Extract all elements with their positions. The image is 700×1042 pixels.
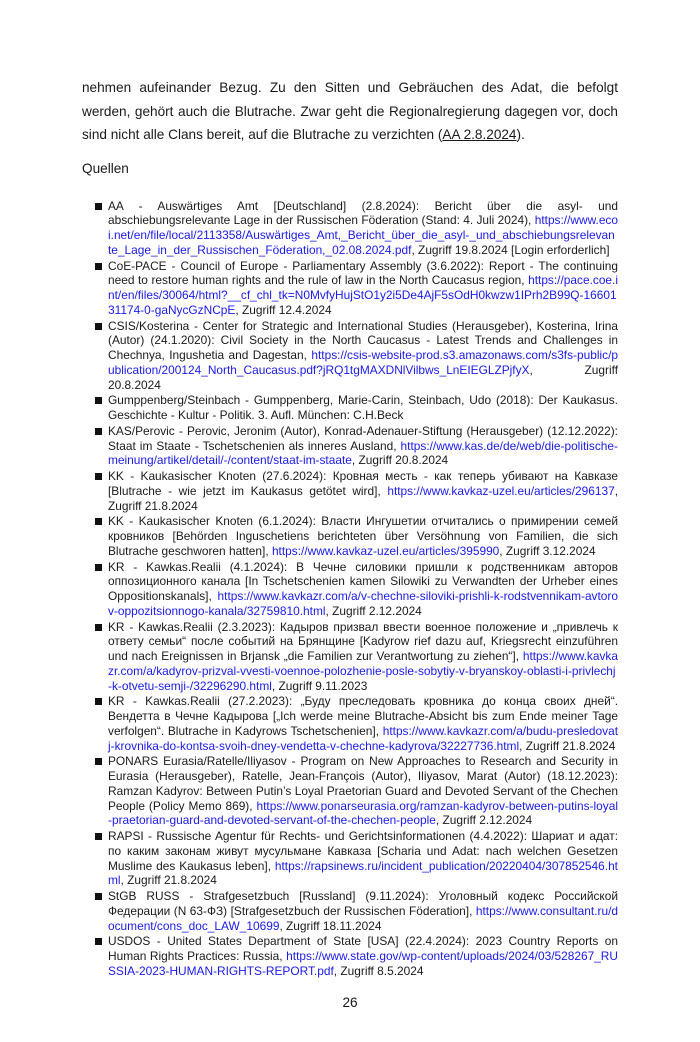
reference-item bbox=[94, 514, 618, 558]
reference-link[interactable]: https://www.kavkazr.com/a/kadyrov-prizval-vvesti-voennoe-polozhenie-posle-sobytiy-v-bryanskoy-oblasti-i-privlechj-k-otvetu-semji-/32296290.html bbox=[108, 649, 618, 693]
reference-link[interactable]: https://www.ponarseurasia.org/ramzan-kadyrov-between-putins-loyal-praetorian-guard-and-devoted-servant-of-the-chechen-people bbox=[108, 798, 618, 828]
reference-item bbox=[94, 259, 618, 318]
reference-text: KAS/Perovic - Perovic, Jeronim (Autor), Konrad-Adenauer-Stiftung (Herausgeber) (12.12.2022): Staat im Staate - Tschetschenien als inneres Ausland, bbox=[108, 423, 618, 453]
reference-link[interactable]: https://www.kavkaz-uzel.eu/articles/296137 bbox=[387, 483, 615, 498]
reference-item bbox=[94, 393, 618, 423]
reference-access-date: , Zugriff 12.4.2024 bbox=[235, 302, 332, 317]
reference-item bbox=[94, 694, 618, 753]
paragraph-text: nehmen aufeinander Bezug. Zu den Sitten und Gebräuchen des Adat, die befolgt werden, gehört auch die Blutrache. Zwar geht die Regionalregierung dagegen vor, doch sind nicht alle Clans bereit, auf die Blutrache zu verzichten ( bbox=[82, 80, 618, 142]
reference-list bbox=[94, 199, 618, 980]
reference-text: AA - Auswärtiges Amt [Deutschland] (2.8.2024): Bericht über die asyl- und abschiebungsrelevante Lage in der Russischen Föderation (Stand: 4. Juli 2024), bbox=[108, 198, 618, 228]
reference-access-date: , Zugriff 21.8.2024 bbox=[108, 483, 618, 513]
reference-link[interactable]: https://www.kavkazr.com/a/v-chechne-siloviki-prishli-k-rodstvennikam-avtorov-oppozitsionnogo-kanala/32759810.html bbox=[108, 589, 618, 618]
reference-item bbox=[94, 199, 618, 258]
reference-access-date: , Zugriff 3.12.2024 bbox=[499, 543, 596, 558]
reference-link[interactable]: https://www.state.gov/wp-content/uploads/2024/03/528267_RUSSIA-2023-HUMAN-RIGHTS-REPORT.pdf bbox=[108, 949, 618, 978]
reference-item bbox=[94, 319, 618, 393]
reference-item bbox=[94, 754, 618, 828]
reference-text: USDOS - United States Department of State [USA] (22.4.2024): 2023 Country Reports on Human Rights Practices: Russia, bbox=[108, 934, 618, 963]
reference-text: Gumppenberg/Steinbach - Gumppenberg, Marie-Carin, Steinbach, Udo (2018): Der Kaukasus. Geschichte - Kultur - Politik. 3. Aufl. München: C.H.Beck bbox=[108, 393, 618, 422]
reference-access-date: , Zugriff 20.8.2024 bbox=[351, 453, 449, 468]
reference-access-date: , Zugriff 9.11.2023 bbox=[271, 678, 368, 693]
reference-item bbox=[94, 934, 618, 978]
reference-access-date: , Zugriff 21.8.2024 bbox=[120, 873, 217, 888]
reference-text: PONARS Eurasia/Ratelle/Iliyasov - Program on New Approaches to Research and Security in Eurasia (Herausgeber), Ratelle, Jean-François (Autor), Iliyasov, Marat (Autor) (18.12.2023): Ramzan Kadyrov: Between Putin’s Loyal Praetorian Guard and Devoted Servant of the Chechen People (Policy Memo 869), bbox=[108, 754, 618, 813]
reference-item bbox=[94, 560, 618, 619]
reference-item bbox=[94, 469, 618, 513]
reference-access-date: , Zugriff 20.8.2024 bbox=[108, 362, 618, 392]
reference-item bbox=[94, 424, 618, 468]
reference-access-date: , Zugriff 2.12.2024 bbox=[325, 603, 422, 618]
reference-access-date: , Zugriff 19.8.2024 [Login erforderlich] bbox=[411, 242, 610, 257]
page-number: 26 bbox=[342, 994, 358, 1010]
reference-link[interactable]: https://rapsinews.ru/incident_publication/20220404/307852546.html bbox=[108, 858, 618, 888]
reference-access-date: , Zugriff 8.5.2024 bbox=[333, 963, 424, 978]
reference-text: CSIS/Kosterina - Center for Strategic and International Studies (Herausgeber), Kosterina, Irina (Autor) (24.1.2020): Civil Society in the North Caucasus - Latest Trends and Challenges in Chechnya, Ingushetia and Dagestan, bbox=[108, 318, 618, 362]
reference-text: KK - Kaukasischer Knoten (27.6.2024): Кровная месть - как теперь убивают на Кавказе [Blutrache - wie jetzt im Kaukasus getötet wird], bbox=[108, 469, 618, 498]
body-paragraph bbox=[82, 76, 618, 147]
paragraph-end: ). bbox=[516, 127, 525, 142]
reference-link[interactable]: https://www.kavkazr.com/a/budu-presledovatj-krovnika-do-kontsa-svoih-dney-vendetta-v-chechne-kadyrova/32227736.html bbox=[108, 723, 618, 753]
sources-heading: Quellen bbox=[82, 160, 129, 176]
reference-text: KK - Kaukasischer Knoten (6.1.2024): Власти Ингушетии отчитались о примирении семей кровников [Behörden Inguschetiens berichteten über Versöhnung von Familien, die sich Blutrache geschworen hatten], bbox=[108, 514, 618, 558]
reference-text: KR - Kawkas.Realii (27.2.2023): „Буду преследовать кровника до конца своих дней“. Вендетта в Чечне Кадырова [„Ich werde meine Blutrache-Absicht bis zum Ende meiner Tage verfolgen“. Blutrache in Kadyrows Tschetschenien], bbox=[108, 694, 618, 738]
reference-link[interactable]: https://www.ecoi.net/en/file/local/2113358/Auswärtiges_Amt,_Bericht_über_die_asyl-_und_abschiebungsrelevante_Lage_in_der_Russischen_Föderation,_02.08.2024.pdf bbox=[108, 213, 618, 257]
reference-access-date: , Zugriff 18.11.2024 bbox=[279, 918, 382, 933]
page-spacer bbox=[82, 980, 618, 994]
citation-link[interactable]: AA 2.8.2024 bbox=[442, 127, 517, 142]
reference-link[interactable]: https://www.kavkaz-uzel.eu/articles/395990 bbox=[271, 543, 500, 558]
reference-link[interactable]: https://www.kas.de/de/web/die-politische-meinung/artikel/detail/-/content/staat-im-staate bbox=[108, 438, 618, 468]
reference-text: StGB RUSS - Strafgesetzbuch [Russland] (9.11.2024): Уголовный кодекс Российской Федерации (N 63-ФЗ) [Strafgesetzbuch der Russischen Föderation], bbox=[108, 889, 618, 918]
reference-link[interactable]: https://www.consultant.ru/document/cons_doc_LAW_10699 bbox=[108, 903, 618, 933]
reference-access-date: , Zugriff 2.12.2024 bbox=[435, 813, 533, 828]
reference-link[interactable]: https://pace.coe.int/en/files/30064/html?__cf_chl_tk=N0MvfyHujStO1y2i5De4AjF5sOdH0kwzw1IPrh2B99Q-1660131174-0-gaNycGzNCpE bbox=[108, 273, 618, 317]
reference-text: KR - Kawkas.Realii (4.1.2024): В Чечне силовики пришли к родственникам авторов оппозиционного канала [In Tschetschenien kamen Silowiki zu Verwandten der Urheber eines Oppositionskanals], bbox=[108, 559, 618, 603]
reference-item bbox=[94, 889, 618, 933]
reference-text: KR - Kawkas.Realii (2.3.2023): Кадыров призвал ввести военное положение и „привлечь к ответу семьи“ после событий на Брянщине [Kadyrow rief dazu auf, Kriegsrecht einzuführen und nach Ereignissen in Brjansk „die Familien zur Verantwortung zu ziehen“], bbox=[108, 619, 618, 663]
reference-access-date: , Zugriff 21.8.2024 bbox=[519, 738, 616, 753]
reference-link[interactable]: https://csis-website-prod.s3.amazonaws.com/s3fs-public/publication/200124_North_Caucasus.pdf?jRQ1tgMAXDNlVilbws_LnEIEGLZPjfyX bbox=[108, 348, 618, 377]
reference-item bbox=[94, 620, 618, 694]
reference-item bbox=[94, 829, 618, 888]
reference-text: RAPSI - Russische Agentur für Rechts- und Gerichtsinformationen (4.4.2022): Шариат и адат: по каким законам живут мусульмане Кавказа [Scharia und Adat: nach welchen Gesetzen Muslime des Kaukasus leben], bbox=[108, 829, 618, 873]
reference-text: CoE-PACE - Council of Europe - Parliamentary Assembly (3.6.2022): Report - The continuing need to restore human rights and the rule of law in the North Caucasus region, bbox=[108, 258, 618, 288]
